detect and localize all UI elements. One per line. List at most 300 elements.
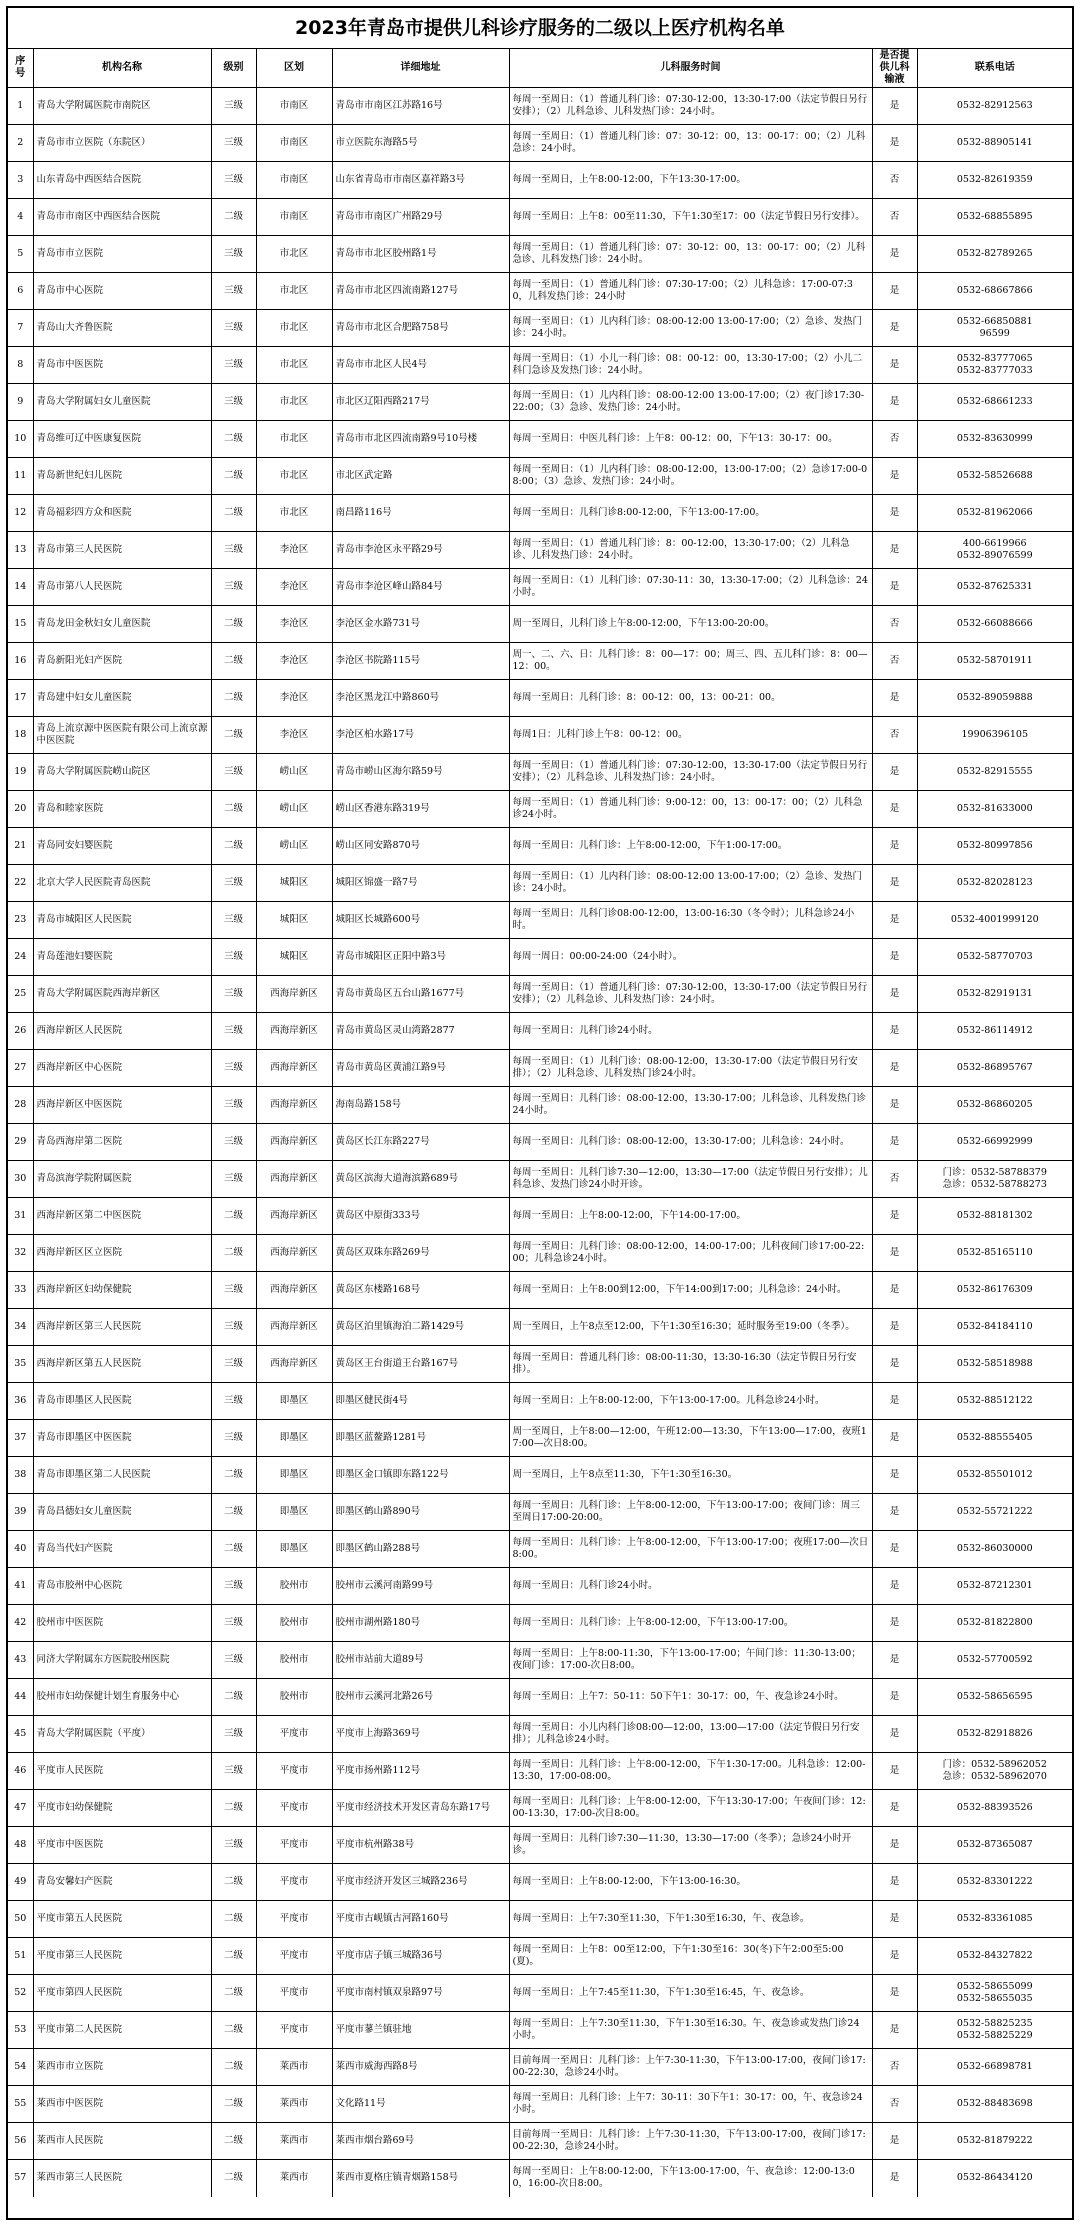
table-row — [8, 1938, 1072, 1975]
table-row — [8, 1161, 1072, 1198]
cell-level: 二级 — [211, 1198, 256, 1235]
cell-phone: 0532-83777065 0532-83777033 — [917, 347, 1072, 384]
cell-district: 西海岸新区 — [256, 1198, 332, 1235]
cell-phone: 0532-58526688 — [917, 458, 1072, 495]
cell-no: 52 — [8, 1975, 33, 2012]
cell-hours: 每周一至周日：（1）儿科门诊：08:00-12:00，13:30-17:00（法定节假日另行安排）；（2）儿科急诊、儿科发热门诊24小时。 — [509, 1050, 872, 1087]
cell-phone: 0532-66992999 — [917, 1124, 1072, 1161]
cell-level: 三级 — [211, 1420, 256, 1457]
table-row — [8, 310, 1072, 347]
cell-address: 青岛市市北区合肥路758号 — [332, 310, 509, 347]
cell-level: 三级 — [211, 1383, 256, 1420]
table-row — [8, 1975, 1072, 2012]
cell-level: 三级 — [211, 1642, 256, 1679]
table-row — [8, 162, 1072, 199]
table-row — [8, 384, 1072, 421]
cell-name: 西海岸新区区立医院 — [33, 1235, 211, 1272]
cell-name: 青岛大学附属医院市南院区 — [33, 88, 211, 125]
cell-no: 26 — [8, 1013, 33, 1050]
table-row — [8, 1050, 1072, 1087]
cell-district: 崂山区 — [256, 828, 332, 865]
cell-address: 李沧区书院路115号 — [332, 643, 509, 680]
cell-name: 青岛同安妇婴医院 — [33, 828, 211, 865]
cell-hours: 周一至周日，儿科门诊上午8:00-12:00，下午13:00-20:00。 — [509, 606, 872, 643]
table-row — [8, 1383, 1072, 1420]
cell-phone: 0532-88483698 — [917, 2086, 1072, 2123]
cell-address: 黄岛区东楼路168号 — [332, 1272, 509, 1309]
cell-phone: 0532-86434120 — [917, 2160, 1072, 2197]
cell-phone: 0532-86114912 — [917, 1013, 1072, 1050]
cell-hours: 每周一至周日：上午8:00到12:00，下午14:00到17:00；儿科急诊：24小时。 — [509, 1272, 872, 1309]
cell-no: 55 — [8, 2086, 33, 2123]
cell-address: 即墨区蓝鳌路1281号 — [332, 1420, 509, 1457]
cell-address: 青岛市城阳区正阳中路3号 — [332, 939, 509, 976]
cell-district: 即墨区 — [256, 1494, 332, 1531]
cell-address: 黄岛区王台街道王台路167号 — [332, 1346, 509, 1383]
cell-name: 平度市人民医院 — [33, 1753, 211, 1790]
cell-phone: 0532-58701911 — [917, 643, 1072, 680]
cell-name: 青岛莲池妇婴医院 — [33, 939, 211, 976]
cell-district: 即墨区 — [256, 1420, 332, 1457]
cell-infusion: 是 — [872, 1087, 917, 1124]
cell-phone: 0532-81879222 — [917, 2123, 1072, 2160]
cell-hours: 周一至周日，上午8:00—12:00，午班12:00—13:30，下午13:00—17:00，夜班17:00—次日8:00。 — [509, 1420, 872, 1457]
cell-no: 6 — [8, 273, 33, 310]
cell-no: 43 — [8, 1642, 33, 1679]
cell-district: 崂山区 — [256, 791, 332, 828]
cell-level: 三级 — [211, 88, 256, 125]
cell-hours: 每周一至周日：上午8:00-12:00，下午13:00-17:00，午、夜急诊：12:00-13:00，16:00-次日8:00。 — [509, 2160, 872, 2197]
cell-infusion: 是 — [872, 2123, 917, 2160]
cell-hours: 每周一至周日：上午8：00至11:30，下午1:30至17：00（法定节假日另行安排）。 — [509, 199, 872, 236]
cell-infusion: 是 — [872, 1050, 917, 1087]
cell-hours: 每周一至周日：儿科门诊：上午8:00-12:00，下午13:00-17:00。 — [509, 1605, 872, 1642]
cell-no: 11 — [8, 458, 33, 495]
cell-name: 青岛新阳光妇产医院 — [33, 643, 211, 680]
cell-hours: 每周一至周日：儿科门诊24小时。 — [509, 1568, 872, 1605]
cell-level: 二级 — [211, 421, 256, 458]
document-title: 2023年青岛市提供儿科诊疗服务的二级以上医疗机构名单 — [8, 8, 1072, 49]
cell-district: 崂山区 — [256, 754, 332, 791]
cell-infusion: 是 — [872, 273, 917, 310]
cell-phone: 0532-83630999 — [917, 421, 1072, 458]
cell-phone: 0532-87365087 — [917, 1827, 1072, 1864]
cell-name: 青岛昌德妇女儿童医院 — [33, 1494, 211, 1531]
cell-district: 市北区 — [256, 273, 332, 310]
cell-district: 市南区 — [256, 125, 332, 162]
table-row — [8, 1568, 1072, 1605]
cell-no: 44 — [8, 1679, 33, 1716]
cell-hours: 每周一至周日：（1）普通儿科门诊：07：30-12：00，13：00-17：00；（2）儿科急诊、儿科发热门诊：24小时。 — [509, 236, 872, 273]
cell-no: 54 — [8, 2049, 33, 2086]
table-row — [8, 1679, 1072, 1716]
cell-level: 二级 — [211, 680, 256, 717]
cell-address: 黄岛区双珠东路269号 — [332, 1235, 509, 1272]
cell-level: 三级 — [211, 384, 256, 421]
cell-no: 18 — [8, 717, 33, 754]
cell-district: 平度市 — [256, 1938, 332, 1975]
cell-infusion: 是 — [872, 384, 917, 421]
cell-phone: 0532-66850881 96599 — [917, 310, 1072, 347]
cell-no: 5 — [8, 236, 33, 273]
cell-name: 青岛和睦家医院 — [33, 791, 211, 828]
cell-district: 西海岸新区 — [256, 1309, 332, 1346]
cell-phone: 0532-66898781 — [917, 2049, 1072, 2086]
cell-phone: 0532-81633000 — [917, 791, 1072, 828]
cell-infusion: 是 — [872, 902, 917, 939]
table-row — [8, 1124, 1072, 1161]
table-row — [8, 2086, 1072, 2123]
cell-hours: 每周一至周日：儿科门诊：上午8:00-12:00，下午13:00-17:00；夜间门诊：周三至周日17:00-20:00。 — [509, 1494, 872, 1531]
cell-district: 西海岸新区 — [256, 1013, 332, 1050]
cell-district: 西海岸新区 — [256, 1346, 332, 1383]
cell-address: 海南岛路158号 — [332, 1087, 509, 1124]
cell-name: 山东青岛中西医结合医院 — [33, 162, 211, 199]
cell-infusion: 否 — [872, 606, 917, 643]
cell-infusion: 是 — [872, 310, 917, 347]
table-row — [8, 1087, 1072, 1124]
cell-level: 二级 — [211, 606, 256, 643]
cell-no: 30 — [8, 1161, 33, 1198]
cell-no: 37 — [8, 1420, 33, 1457]
cell-name: 青岛市城阳区人民医院 — [33, 902, 211, 939]
table-row — [8, 1457, 1072, 1494]
cell-infusion: 是 — [872, 680, 917, 717]
cell-name: 青岛大学附属医院（平度） — [33, 1716, 211, 1753]
cell-level: 三级 — [211, 273, 256, 310]
cell-name: 青岛市中心医院 — [33, 273, 211, 310]
cell-infusion: 是 — [872, 1864, 917, 1901]
cell-district: 胶州市 — [256, 1568, 332, 1605]
cell-address: 青岛市崂山区海尔路59号 — [332, 754, 509, 791]
cell-level: 三级 — [211, 1605, 256, 1642]
cell-name: 西海岸新区中医医院 — [33, 1087, 211, 1124]
table-row — [8, 1198, 1072, 1235]
cell-infusion: 是 — [872, 125, 917, 162]
cell-address: 胶州市云溪河北路26号 — [332, 1679, 509, 1716]
cell-hours: 每周一至周日：儿科门诊：8：00-12：00，13：00-21：00。 — [509, 680, 872, 717]
cell-phone: 0532-81962066 — [917, 495, 1072, 532]
cell-name: 青岛山大齐鲁医院 — [33, 310, 211, 347]
cell-district: 城阳区 — [256, 902, 332, 939]
cell-district: 李沧区 — [256, 643, 332, 680]
cell-level: 三级 — [211, 1716, 256, 1753]
cell-infusion: 是 — [872, 458, 917, 495]
cell-address: 胶州市湖州路180号 — [332, 1605, 509, 1642]
cell-no: 42 — [8, 1605, 33, 1642]
cell-no: 38 — [8, 1457, 33, 1494]
cell-name: 同济大学附属东方医院胶州医院 — [33, 1642, 211, 1679]
cell-hours: 每周一至周日：（1）普通儿科门诊：07：30-12：00，13：00-17：00；（2）儿科急诊：24小时。 — [509, 125, 872, 162]
cell-no: 21 — [8, 828, 33, 865]
cell-name: 平度市第三人民医院 — [33, 1938, 211, 1975]
cell-address: 平度市杭州路38号 — [332, 1827, 509, 1864]
cell-infusion: 是 — [872, 2160, 917, 2197]
header-infusion: 是否提供儿科输液 — [872, 49, 917, 88]
cell-address: 青岛市黄岛区五台山路1677号 — [332, 976, 509, 1013]
cell-level: 三级 — [211, 754, 256, 791]
cell-no: 36 — [8, 1383, 33, 1420]
cell-name: 青岛市即墨区第二人民医院 — [33, 1457, 211, 1494]
cell-district: 市北区 — [256, 384, 332, 421]
cell-no: 31 — [8, 1198, 33, 1235]
cell-infusion: 是 — [872, 1605, 917, 1642]
cell-district: 平度市 — [256, 1753, 332, 1790]
cell-infusion: 是 — [872, 1309, 917, 1346]
table-row — [8, 199, 1072, 236]
cell-phone: 0532-89059888 — [917, 680, 1072, 717]
cell-address: 黄岛区长江东路227号 — [332, 1124, 509, 1161]
cell-name: 青岛市即墨区人民医院 — [33, 1383, 211, 1420]
cell-address: 崂山区香港东路319号 — [332, 791, 509, 828]
cell-hours: 每周一至周日：（1）普通儿科门诊：07:30-12:00，13:30-17:00（法定节假日另行安排）；（2）儿科急诊、儿科发热门诊：24小时。 — [509, 754, 872, 791]
cell-phone: 0532-84327822 — [917, 1938, 1072, 1975]
cell-phone: 0532-81822800 — [917, 1605, 1072, 1642]
cell-address: 黄岛区中原街333号 — [332, 1198, 509, 1235]
cell-hours: 每周一至周日：儿科门诊：08:00-12:00，13:30-17:00；儿科急诊：24小时。 — [509, 1124, 872, 1161]
cell-level: 二级 — [211, 717, 256, 754]
cell-phone: 0532-88555405 — [917, 1420, 1072, 1457]
cell-name: 西海岸新区第二中医医院 — [33, 1198, 211, 1235]
cell-name: 莱西市市立医院 — [33, 2049, 211, 2086]
cell-address: 青岛市黄岛区灵山湾路2877 — [332, 1013, 509, 1050]
table-row — [8, 680, 1072, 717]
cell-level: 二级 — [211, 1494, 256, 1531]
cell-name: 平度市中医医院 — [33, 1827, 211, 1864]
cell-hours: 每周一至周日：儿科门诊：08:00-12:00，13:30-17:00；儿科急诊、儿科发热门诊24小时。 — [509, 1087, 872, 1124]
cell-infusion: 是 — [872, 1420, 917, 1457]
table-row — [8, 88, 1072, 125]
cell-infusion: 是 — [872, 1346, 917, 1383]
cell-level: 二级 — [211, 1901, 256, 1938]
cell-hours: 每周一至周日：（1）儿内科门诊：08:00-12:00，13:00-17:00；（2）急诊17:00-08:00；（3）急诊、发热门诊：24小时。 — [509, 458, 872, 495]
cell-infusion: 是 — [872, 569, 917, 606]
cell-level: 三级 — [211, 569, 256, 606]
cell-infusion: 是 — [872, 1938, 917, 1975]
cell-hours: 每周一至周日：上午8:00-12:00，下午13:00-17:00。儿科急诊24小时。 — [509, 1383, 872, 1420]
cell-phone: 0532-88905141 — [917, 125, 1072, 162]
cell-level: 二级 — [211, 1679, 256, 1716]
cell-phone: 0532-86860205 — [917, 1087, 1072, 1124]
cell-no: 39 — [8, 1494, 33, 1531]
cell-phone: 0532-66088666 — [917, 606, 1072, 643]
cell-no: 14 — [8, 569, 33, 606]
cell-district: 莱西市 — [256, 2160, 332, 2197]
cell-no: 47 — [8, 1790, 33, 1827]
cell-hours: 每周一至周日：（1）儿内科门诊：08:00-12:00 13:00-17:00；（2）急诊、发热门诊：24小时。 — [509, 865, 872, 902]
cell-district: 西海岸新区 — [256, 1235, 332, 1272]
cell-no: 57 — [8, 2160, 33, 2197]
cell-name: 胶州市中医医院 — [33, 1605, 211, 1642]
cell-district: 市南区 — [256, 199, 332, 236]
cell-infusion: 是 — [872, 828, 917, 865]
cell-phone: 0532-88512122 — [917, 1383, 1072, 1420]
cell-district: 西海岸新区 — [256, 1124, 332, 1161]
cell-phone: 0532-58655099 0532-58655035 — [917, 1975, 1072, 2012]
table-row — [8, 1827, 1072, 1864]
cell-address: 市立医院东海路5号 — [332, 125, 509, 162]
cell-infusion: 是 — [872, 1124, 917, 1161]
cell-hours: 每周一至周日：儿科门诊7:30—11:30，13:30—17:00（冬季）；急诊24小时开诊。 — [509, 1827, 872, 1864]
header-hours: 儿科服务时间 — [509, 49, 872, 88]
cell-infusion: 否 — [872, 2049, 917, 2086]
cell-no: 41 — [8, 1568, 33, 1605]
cell-hours: 每周一至周日：小儿内科门诊08:00—12:00，13:00—17:00（法定节假日另行安排）；儿科急诊24小时。 — [509, 1716, 872, 1753]
cell-phone: 0532-88181302 — [917, 1198, 1072, 1235]
cell-name: 青岛市胶州中心医院 — [33, 1568, 211, 1605]
cell-phone: 0532-82915555 — [917, 754, 1072, 791]
cell-address: 平度市扬州路112号 — [332, 1753, 509, 1790]
cell-name: 青岛龙田金秋妇女儿童医院 — [33, 606, 211, 643]
cell-infusion: 是 — [872, 1975, 917, 2012]
cell-infusion: 否 — [872, 162, 917, 199]
cell-name: 平度市第四人民医院 — [33, 1975, 211, 2012]
table-row — [8, 273, 1072, 310]
cell-address: 即墨区金口镇即东路122号 — [332, 1457, 509, 1494]
cell-level: 二级 — [211, 2160, 256, 2197]
cell-district: 莱西市 — [256, 2123, 332, 2160]
cell-name: 青岛滨海学院附属医院 — [33, 1161, 211, 1198]
cell-address: 平度市古岘镇古河路160号 — [332, 1901, 509, 1938]
cell-no: 35 — [8, 1346, 33, 1383]
table-row — [8, 458, 1072, 495]
cell-phone: 0532-83361085 — [917, 1901, 1072, 1938]
cell-phone: 0532-82919131 — [917, 976, 1072, 1013]
cell-level: 三级 — [211, 1087, 256, 1124]
cell-level: 三级 — [211, 1753, 256, 1790]
cell-district: 平度市 — [256, 1716, 332, 1753]
cell-no: 40 — [8, 1531, 33, 1568]
cell-no: 28 — [8, 1087, 33, 1124]
cell-hours: 每周一至周日：中医儿科门诊：上午8：00-12：00，下午13：30-17：00。 — [509, 421, 872, 458]
cell-hours: 每周一至周日：（1）儿内科门诊：08:00-12:00 13:00-17:00；（2）急诊、发热门诊：24小时。 — [509, 310, 872, 347]
cell-district: 平度市 — [256, 1901, 332, 1938]
cell-address: 城阳区长城路600号 — [332, 902, 509, 939]
cell-address: 市北区武定路 — [332, 458, 509, 495]
cell-level: 二级 — [211, 643, 256, 680]
cell-infusion: 否 — [872, 643, 917, 680]
cell-level: 三级 — [211, 1050, 256, 1087]
cell-infusion: 是 — [872, 1568, 917, 1605]
cell-name: 北京大学人民医院青岛医院 — [33, 865, 211, 902]
cell-district: 李沧区 — [256, 717, 332, 754]
document-page — [6, 6, 1074, 2220]
cell-infusion: 是 — [872, 1235, 917, 1272]
cell-address: 青岛市李沧区峰山路84号 — [332, 569, 509, 606]
cell-infusion: 是 — [872, 976, 917, 1013]
cell-district: 平度市 — [256, 1975, 332, 2012]
cell-level: 三级 — [211, 1272, 256, 1309]
cell-hours: 每周一至周日：（1）小儿一科门诊：08：00-12：00，13:30-17:00；（2）小儿二科门急诊及发热门诊：24小时。 — [509, 347, 872, 384]
table-row — [8, 865, 1072, 902]
cell-infusion: 是 — [872, 1383, 917, 1420]
cell-hours: 每周一至周日：上午8：00至12:00，下午1:30至16：30(冬)下午2:00至5:00(夏)。 — [509, 1938, 872, 1975]
cell-address: 青岛市李沧区永平路29号 — [332, 532, 509, 569]
cell-infusion: 否 — [872, 2086, 917, 2123]
table-row — [8, 125, 1072, 162]
cell-address: 文化路11号 — [332, 2086, 509, 2123]
table-row — [8, 939, 1072, 976]
cell-district: 市南区 — [256, 162, 332, 199]
cell-address: 平度市经济开发区三城路236号 — [332, 1864, 509, 1901]
table-row — [8, 569, 1072, 606]
cell-district: 西海岸新区 — [256, 1272, 332, 1309]
cell-level: 二级 — [211, 458, 256, 495]
cell-name: 胶州市妇幼保健计划生育服务中心 — [33, 1679, 211, 1716]
cell-phone: 0532-84184110 — [917, 1309, 1072, 1346]
cell-level: 三级 — [211, 125, 256, 162]
cell-level: 三级 — [211, 1346, 256, 1383]
cell-name: 青岛建中妇女儿童医院 — [33, 680, 211, 717]
cell-hours: 每周一至周日：上午7:30至11:30，下午1:30至16:30，午、夜急诊。 — [509, 1901, 872, 1938]
header-address: 详细地址 — [332, 49, 509, 88]
cell-no: 13 — [8, 532, 33, 569]
cell-district: 西海岸新区 — [256, 976, 332, 1013]
cell-district: 即墨区 — [256, 1531, 332, 1568]
cell-level: 三级 — [211, 1124, 256, 1161]
table-row — [8, 1013, 1072, 1050]
cell-no: 23 — [8, 902, 33, 939]
cell-district: 平度市 — [256, 1827, 332, 1864]
header-phone: 联系电话 — [917, 49, 1072, 88]
cell-infusion: 是 — [872, 532, 917, 569]
table-row — [8, 1235, 1072, 1272]
cell-level: 三级 — [211, 162, 256, 199]
table-row — [8, 976, 1072, 1013]
cell-level: 二级 — [211, 1531, 256, 1568]
cell-district: 即墨区 — [256, 1383, 332, 1420]
cell-district: 平度市 — [256, 2012, 332, 2049]
cell-hours: 每周一至周日：（1）普通儿科门诊：9:00-12：00，13：00-17：00；（2）儿科急诊24小时。 — [509, 791, 872, 828]
cell-no: 46 — [8, 1753, 33, 1790]
cell-no: 25 — [8, 976, 33, 1013]
cell-hours: 周一至周日，上午8点至11:30，下午1:30至16:30。 — [509, 1457, 872, 1494]
cell-level: 三级 — [211, 939, 256, 976]
cell-address: 市北区辽阳西路217号 — [332, 384, 509, 421]
cell-address: 李沧区柏水路17号 — [332, 717, 509, 754]
header-district: 区划 — [256, 49, 332, 88]
cell-level: 三级 — [211, 976, 256, 1013]
cell-infusion: 否 — [872, 199, 917, 236]
cell-hours: 每周一至周日：儿科门诊：上午7：30-11：30下午1：30-17：00，午、夜急诊24小时。 — [509, 2086, 872, 2123]
cell-address: 青岛市市南区广州路29号 — [332, 199, 509, 236]
cell-level: 二级 — [211, 1235, 256, 1272]
cell-address: 即墨区鹤山路288号 — [332, 1531, 509, 1568]
cell-district: 李沧区 — [256, 569, 332, 606]
header-no: 序号 — [8, 49, 33, 88]
cell-no: 24 — [8, 939, 33, 976]
cell-no: 9 — [8, 384, 33, 421]
cell-name: 平度市第五人民医院 — [33, 1901, 211, 1938]
cell-level: 二级 — [211, 828, 256, 865]
cell-infusion: 是 — [872, 347, 917, 384]
cell-infusion: 是 — [872, 495, 917, 532]
cell-address: 即墨区健民街4号 — [332, 1383, 509, 1420]
cell-no: 22 — [8, 865, 33, 902]
cell-level: 二级 — [211, 1864, 256, 1901]
cell-name: 青岛市即墨区中医医院 — [33, 1420, 211, 1457]
cell-level: 三级 — [211, 1568, 256, 1605]
cell-level: 二级 — [211, 1790, 256, 1827]
cell-district: 市北区 — [256, 236, 332, 273]
cell-name: 西海岸新区第三人民医院 — [33, 1309, 211, 1346]
cell-level: 二级 — [211, 1975, 256, 2012]
table-row — [8, 532, 1072, 569]
cell-phone: 门诊：0532-58962052 急诊：0532-58962070 — [917, 1753, 1072, 1790]
cell-address: 平度市蓼兰镇驻地 — [332, 2012, 509, 2049]
cell-phone: 0532-82028123 — [917, 865, 1072, 902]
header-name: 机构名称 — [33, 49, 211, 88]
